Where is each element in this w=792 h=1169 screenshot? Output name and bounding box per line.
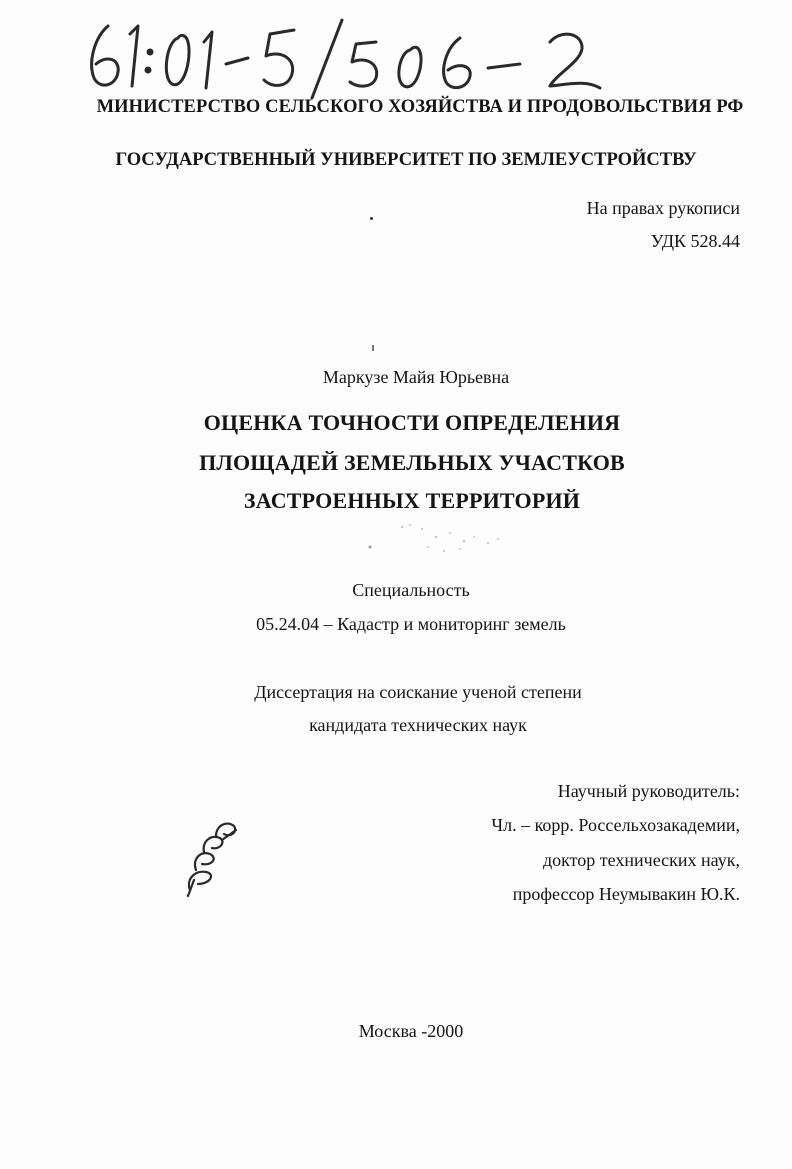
- city-year: Москва -2000: [358, 1021, 464, 1041]
- specialty-label: Специальность: [352, 580, 470, 600]
- supervisor-label: Научный руководитель:: [557, 781, 740, 801]
- manuscript-rights-note: На правах рукописи: [586, 198, 740, 218]
- faint-stamp-specks: [340, 515, 540, 565]
- supervisor-name: профессор Неумывакин Ю.К.: [512, 884, 740, 904]
- university-heading: ГОСУДАРСТВЕННЫЙ УНИВЕРСИТЕТ ПО ЗЕМЛЕУСТРОЙСТВУ: [115, 150, 697, 170]
- ministry-heading: МИНИСТЕРСТВО СЕЛЬСКОГО ХОЗЯЙСТВА И ПРОДОВОЛЬСТВИЯ РФ: [96, 97, 744, 117]
- handwritten-signature: [176, 810, 246, 900]
- dissertation-line-2: кандидата технических наук: [309, 715, 527, 735]
- thesis-title-line-3: ЗАСТРОЕННЫХ ТЕРРИТОРИЙ: [243, 488, 581, 513]
- handwritten-archive-code: [80, 8, 640, 100]
- dissertation-line-1: Диссертация на соискание ученой степени: [254, 682, 582, 702]
- specialty-value: 05.24.04 – Кадастр и мониторинг земель: [256, 614, 566, 634]
- paper-speck: [370, 217, 373, 220]
- thesis-title-line-2: ПЛОЩАДЕЙ ЗЕМЕЛЬНЫХ УЧАСТКОВ: [199, 450, 625, 475]
- paper-mark: [372, 345, 374, 351]
- udk-code: УДК 528.44: [650, 231, 740, 251]
- supervisor-title-line-2: доктор технических наук,: [543, 850, 740, 870]
- supervisor-title-line-1: Чл. – корр. Россельхозакадемии,: [491, 815, 740, 835]
- author-name: Маркузе Майя Юрьевна: [322, 367, 510, 387]
- thesis-title-line-1: ОЦЕНКА ТОЧНОСТИ ОПРЕДЕЛЕНИЯ: [203, 410, 621, 435]
